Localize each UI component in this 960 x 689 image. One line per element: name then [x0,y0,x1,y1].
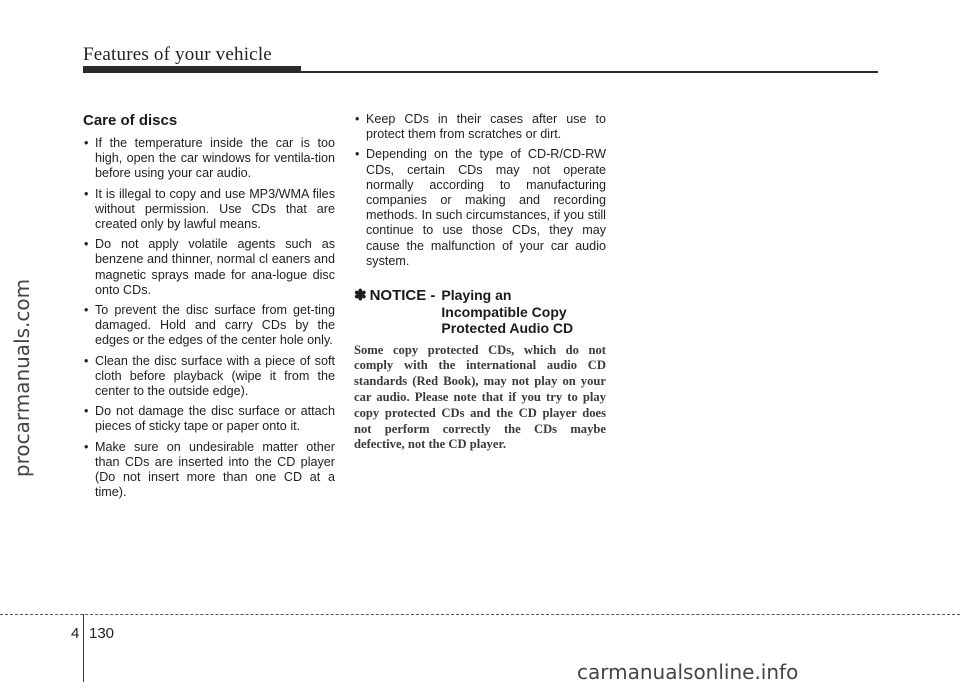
bullet-item [83,404,335,434]
notice-star-icon: ✽ [354,287,367,305]
bullet-item [83,354,335,400]
page-number: 130 [89,625,115,642]
bullet-dot-icon: • [84,136,89,150]
bullet-dot-icon: • [355,147,360,162]
bullet-item [354,112,606,142]
notice-title: Playing an Incompatible Copy Protected Audio CD [441,287,574,337]
bullet-text: To prevent the disc surface from get-ting damaged. Hold and carry CDs by the edges or the edges of the center hole only. [95,303,335,348]
bullet-dot-icon: • [84,404,89,419]
notice-body: Some copy protected CDs, which do not comply with the international audio CD standards (Red Book), may not play on your car audio. Please note that if you try to play copy protected CDs and the CD player does not perform correctly the CDs maybe defective, not the CD player. [354,342,606,452]
bullet-item [83,136,335,182]
bullet-text: If the temperature inside the car is too high, open the car windows for ventila-tion before using your car audio. [95,136,335,181]
bullet-dot-icon: • [84,353,89,368]
care-bullet-list-right [354,112,606,269]
bullet-text: Depending on the type of CD-R/CD-RW CDs, certain CDs may not operate normally according to manufacturing companies or making and recording methods. In such circumstances, if you still continue to use those CDs, they may cause the malfunction of your car audio system. [366,147,606,268]
bullet-dot-icon: • [84,439,89,454]
bullet-item [83,303,335,349]
side-watermark-text: procarmanuals.com [10,278,34,478]
bullet-text: Do not damage the disc surface or attach pieces of sticky tape or paper onto it. [95,404,335,434]
care-bullet-list-left [83,136,335,500]
section-heading: Care of discs [83,112,178,129]
bullet-dot-icon: • [84,186,89,201]
page-header-title: Features of your vehicle [83,44,272,65]
bullet-text: Clean the disc surface with a piece of soft cloth before playback (wipe it from the center to the outside edge). [95,353,335,399]
chapter-number: 4 [71,625,80,642]
footer-divider [83,614,84,682]
bullet-item [83,187,335,233]
bullet-item [83,237,335,298]
bullet-dot-icon: • [84,303,89,318]
notice-header [354,286,606,337]
bottom-watermark: carmanualsonline.info [577,660,799,684]
right-column [354,112,606,453]
notice-label [354,286,435,304]
bullet-text: Make sure on undesirable matter other than CDs are inserted into the CD player (Do not insert more than one CD at a time). [95,439,335,500]
header-rule [83,71,878,73]
footer-dashed-rule [0,614,960,615]
notice-label-text: NOTICE - [369,287,436,305]
left-column [83,112,335,505]
bullet-dot-icon: • [84,237,89,252]
bullet-text: Do not apply volatile agents such as benzene and thinner, normal cl eaners and magnetic sprays made for ana-logue disc onto CDs. [95,237,335,297]
notice-box [354,286,606,453]
bullet-dot-icon: • [355,112,360,126]
bullet-item [354,147,606,269]
bullet-text: Keep CDs in their cases after use to protect them from scratches or dirt. [366,112,606,142]
bullet-item [83,440,335,501]
bullet-text: It is illegal to copy and use MP3/WMA files without permission. Use CDs that are created only by lawful means. [95,186,335,232]
